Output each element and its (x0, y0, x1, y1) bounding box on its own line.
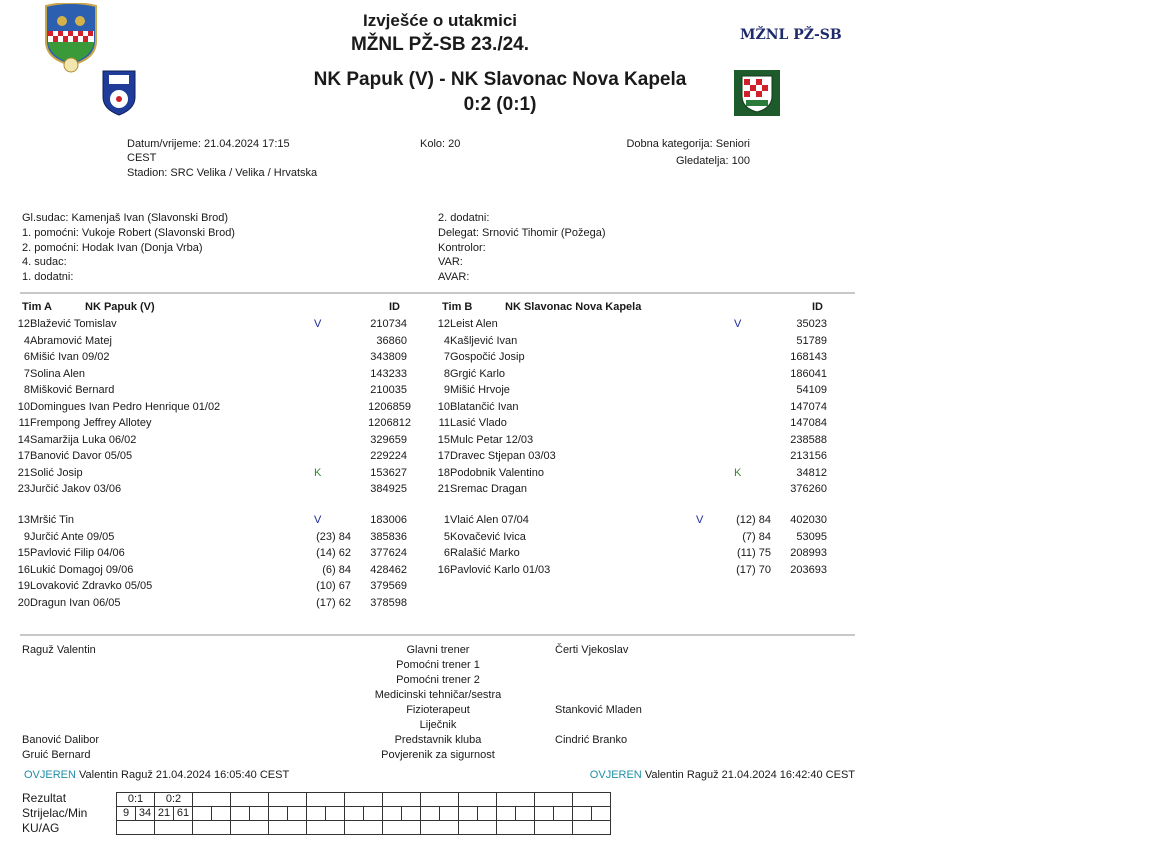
scorer-cell (326, 807, 345, 821)
player-name: Lovaković Zdravko 05/05 (30, 580, 153, 592)
player-name: Blatančić Ivan (450, 400, 519, 413)
player-id: 168143 (790, 351, 827, 363)
scorer-cell (231, 807, 250, 821)
player-number: 19 (17, 580, 30, 592)
substitution-info: (11) 75 (736, 547, 771, 559)
player-number: 6 (443, 547, 450, 559)
player-id: 238588 (790, 433, 827, 446)
substitution-info: (10) 67 (316, 580, 351, 592)
player-number: 16 (437, 563, 450, 576)
scorer-cell (383, 807, 402, 821)
player-id: 147074 (790, 400, 827, 413)
player-name: Pavlović Filip 04/06 (30, 547, 125, 559)
player-name: Lukić Domagoj 09/06 (30, 563, 134, 576)
team-b-id-header: ID (812, 301, 823, 313)
brand-label: MŽNL PŽ-SB (740, 27, 842, 43)
player-row (426, 481, 831, 497)
player-name: Podobnik Valentino (450, 466, 544, 479)
match-score: 0:2 (0:1) (463, 94, 537, 115)
round: Kolo: 20 (420, 138, 461, 150)
player-id: 402030 (790, 514, 827, 526)
staff-role: Povjerenik za sigurnost (381, 749, 495, 761)
away-team-logo (734, 70, 780, 116)
player-number: 7 (23, 367, 30, 380)
player-row (426, 316, 831, 332)
kuag-cell (497, 821, 535, 835)
player-name: Abramović Matej (30, 334, 112, 347)
kuag-cell (269, 821, 307, 835)
player-number: 11 (438, 417, 450, 429)
result-cell (345, 793, 383, 807)
verified-detail: Valentin Raguž 21.04.2024 16:42:40 CEST (644, 769, 855, 781)
result-cell (231, 793, 269, 807)
team-a-name: NK Papuk (V) (85, 301, 155, 313)
team-b-staff: Čerti Vjekoslav (555, 644, 629, 656)
substitution-info: (12) 84 (736, 514, 771, 526)
player-row (6, 349, 411, 365)
player-number: 9 (23, 530, 30, 543)
player-name: Leist Alen (450, 318, 498, 330)
player-row (6, 512, 411, 528)
player-name: Vlaić Alen 07/04 (450, 514, 529, 526)
substitution-info: (23) 84 (316, 530, 351, 543)
player-id: 428462 (370, 563, 407, 576)
scorer-cell (497, 807, 516, 821)
player-id: 229224 (370, 450, 407, 462)
official-left-line: 1. pomoćni: Vukoje Robert (Slavonski Brod) (22, 226, 235, 239)
player-row (426, 432, 831, 448)
player-name: Jurčić Jakov 03/06 (30, 483, 122, 495)
match-title: NK Papuk (V) - NK Slavonac Nova Kapela (313, 69, 687, 90)
player-number: 16 (17, 563, 30, 576)
player-id: 210734 (370, 318, 407, 330)
player-name: Jurčić Ante 09/05 (30, 530, 115, 543)
player-row (426, 512, 831, 528)
player-number: 21 (17, 466, 30, 479)
official-left-line: 1. dodatni: (22, 271, 74, 284)
player-row (6, 465, 411, 481)
player-row (6, 333, 411, 349)
player-row (6, 595, 411, 611)
player-id: 378598 (370, 596, 407, 609)
official-left-line: 4. sudac: (22, 256, 67, 269)
scorer-cell (516, 807, 535, 821)
official-left-line: 2. pomoćni: Hodak Ivan (Donja Vrba) (22, 241, 203, 254)
result-cell (497, 793, 535, 807)
player-id: 1206812 (368, 417, 411, 429)
player-number: 8 (443, 367, 450, 380)
player-number: 17 (17, 450, 30, 462)
kuag-cell (421, 821, 459, 835)
player-row (6, 432, 411, 448)
player-row (6, 415, 411, 431)
kuag-cell (535, 821, 573, 835)
player-id: 377624 (370, 547, 407, 559)
official-right-line: AVAR: (438, 271, 470, 284)
player-row (6, 562, 411, 578)
home-team-logo (101, 69, 137, 117)
verified-status: OVJEREN (589, 769, 642, 781)
player-id: 385836 (370, 530, 407, 543)
player-name: Mišić Hrvoje (450, 384, 510, 396)
player-row (426, 366, 831, 382)
player-name: Mulc Petar 12/03 (450, 433, 534, 446)
player-name: Kovačević Ivica (450, 530, 526, 543)
scorer-cell (459, 807, 478, 821)
competition-title: MŽNL PŽ-SB 23./24. (350, 34, 530, 55)
player-row (426, 382, 831, 398)
player-id: 203693 (790, 563, 827, 576)
scorer-cell: 61 (174, 807, 193, 821)
player-name: Solić Josip (30, 466, 83, 479)
verified-status: OVJEREN (24, 769, 76, 781)
age-category: Dobna kategorija: Seniori (626, 138, 750, 150)
scorer-cell: 21 (155, 807, 174, 821)
staff-role: Liječnik (419, 719, 457, 731)
player-id: 1206859 (368, 400, 411, 413)
kuag-cell (459, 821, 497, 835)
divider (20, 634, 855, 636)
player-number: 10 (437, 400, 450, 413)
player-id: 208993 (790, 547, 827, 559)
scorer-cell (307, 807, 326, 821)
player-number: 5 (443, 530, 450, 543)
result-cell (269, 793, 307, 807)
staff-role: Fizioterapeut (406, 704, 470, 716)
result-cell (307, 793, 345, 807)
player-row (6, 481, 411, 497)
player-row (6, 448, 411, 464)
player-id: 143233 (370, 367, 407, 380)
player-row (426, 415, 831, 431)
player-id: 376260 (790, 483, 827, 495)
player-row (426, 562, 831, 578)
player-number: 21 (437, 483, 450, 495)
kuag-cell (193, 821, 231, 835)
player-id: 183006 (370, 514, 407, 526)
player-name: Kašljević Ivan (450, 334, 518, 347)
substitution-info: (7) 84 (742, 530, 771, 543)
player-name: Dravec Stjepan 03/03 (450, 450, 556, 462)
player-name: Domingues Ivan Pedro Henrique 01/02 (30, 400, 221, 413)
scorer-cell (573, 807, 592, 821)
player-id: 53095 (796, 530, 827, 543)
league-logo (42, 3, 100, 73)
player-name: Mršić Tin (30, 514, 74, 526)
match-timezone: CEST (127, 152, 157, 164)
player-id: 54109 (796, 384, 827, 396)
captain-marker: V (314, 318, 322, 330)
scorer-cell: 9 (117, 807, 136, 821)
official-right-line: 2. dodatni: (438, 212, 490, 224)
captain-marker: V (734, 318, 742, 330)
official-right-line: Delegat: Srnović Tihomir (Požega) (438, 226, 606, 239)
player-number: 4 (23, 334, 30, 347)
player-row (426, 448, 831, 464)
player-row (426, 529, 831, 545)
player-name: Dragun Ivan 06/05 (30, 596, 121, 609)
player-row (426, 349, 831, 365)
player-number: 9 (443, 384, 450, 396)
result-cell (421, 793, 459, 807)
scorer-cell (193, 807, 212, 821)
player-id: 147084 (790, 417, 827, 429)
verification-right (560, 767, 855, 783)
player-number: 15 (437, 433, 450, 446)
captain-marker: V (314, 514, 322, 526)
player-number: 14 (17, 433, 30, 446)
player-name: Lasić Vlado (450, 417, 507, 429)
kuag-cell (231, 821, 269, 835)
spectators: Gledatelja: 100 (676, 155, 750, 167)
player-name: Samaržija Luka 06/02 (30, 433, 137, 446)
kuag-cell (573, 821, 611, 835)
result-cell (459, 793, 497, 807)
keeper-marker: K (314, 466, 322, 479)
team-a-staff: Banović Dalibor (22, 734, 100, 746)
staff-role: Predstavnik kluba (394, 734, 482, 746)
scorer-cell (364, 807, 383, 821)
player-number: 11 (18, 417, 30, 429)
player-number: 7 (443, 351, 450, 363)
team-b-staff: Cindrić Branko (555, 734, 628, 746)
captain-marker: V (696, 514, 704, 526)
official-left-line: Gl.sudac: Kamenjaš Ivan (Slavonski Brod) (22, 212, 229, 224)
kuag-row-label: KU/AG (22, 821, 60, 835)
player-id: 51789 (796, 334, 827, 347)
scorer-cell (535, 807, 554, 821)
player-number: 8 (23, 384, 30, 396)
staff-role: Medicinski tehničar/sestra (374, 689, 502, 701)
player-name: Mišković Bernard (30, 384, 115, 396)
result-row-label: Rezultat (22, 791, 67, 805)
player-id: 343809 (370, 351, 407, 363)
kuag-cell (345, 821, 383, 835)
staff-role: Pomoćni trener 2 (396, 674, 480, 686)
player-row (6, 399, 411, 415)
player-row (426, 545, 831, 561)
team-a-staff: Gruić Bernard (22, 749, 91, 761)
player-row (6, 529, 411, 545)
report-title: Izvješće o utakmici (362, 11, 518, 30)
player-name: Grgić Karlo (450, 367, 506, 380)
substitution-info: (17) 70 (736, 563, 771, 576)
player-row (426, 399, 831, 415)
player-row (6, 316, 411, 332)
player-number: 4 (443, 334, 450, 347)
divider (20, 292, 855, 294)
team-a-staff: Raguž Valentin (22, 644, 96, 656)
player-row (6, 545, 411, 561)
result-cell (535, 793, 573, 807)
player-name: Ralašić Marko (450, 547, 520, 559)
player-number: 18 (437, 466, 450, 479)
scorer-cell (554, 807, 573, 821)
player-name: Sremac Dragan (450, 483, 528, 495)
scorer-cell (421, 807, 440, 821)
player-row (426, 333, 831, 349)
player-name: Gospočić Josip (450, 351, 525, 363)
player-name: Mišić Ivan 09/02 (30, 351, 110, 363)
player-number: 23 (17, 483, 30, 495)
player-id: 153627 (370, 466, 407, 479)
stadium: Stadion: SRC Velika / Velika / Hrvatska (127, 167, 318, 179)
team-a-label: Tim A (22, 301, 52, 313)
scorer-cell (592, 807, 611, 821)
result-cell (383, 793, 421, 807)
official-right-line: VAR: (438, 256, 463, 269)
scorer-row-label: Strijelac/Min (22, 806, 88, 820)
player-number: 13 (17, 514, 30, 526)
result-cell (573, 793, 611, 807)
player-number: 17 (437, 450, 450, 462)
official-right-line: Kontrolor: (438, 241, 486, 254)
scorer-cell (345, 807, 364, 821)
staff-role: Pomoćni trener 1 (396, 659, 480, 671)
result-cell: 0:2 (155, 793, 193, 807)
result-cell: 0:1 (117, 793, 155, 807)
substitution-info: (17) 62 (316, 596, 351, 609)
staff-role: Glavni trener (406, 644, 470, 656)
player-row (6, 578, 411, 594)
kuag-cell (155, 821, 193, 835)
player-name: Solina Alen (30, 367, 86, 380)
substitution-info: (6) 84 (322, 563, 351, 576)
player-row (6, 382, 411, 398)
scorer-cell (440, 807, 459, 821)
verified-detail: Valentin Raguž 21.04.2024 16:05:40 CEST (79, 769, 290, 781)
kuag-cell (307, 821, 345, 835)
player-id: 186041 (790, 367, 827, 380)
match-datetime: Datum/vrijeme: 21.04.2024 17:15 (127, 138, 290, 150)
substitution-info: (14) 62 (316, 547, 351, 559)
player-name: Banović Davor 05/05 (30, 450, 133, 462)
player-number: 1 (443, 514, 450, 526)
scorer-cell (288, 807, 307, 821)
player-id: 329659 (370, 433, 407, 446)
player-number: 15 (17, 547, 30, 559)
player-number: 10 (17, 400, 30, 413)
score-table (116, 792, 611, 835)
player-name: Frempong Jeffrey Allotey (30, 417, 152, 429)
scorer-cell (250, 807, 269, 821)
verification-left (24, 767, 289, 783)
kuag-cell (117, 821, 155, 835)
team-b-label: Tim B (442, 301, 473, 313)
player-id: 210035 (370, 384, 407, 396)
player-id: 213156 (790, 450, 827, 462)
player-id: 384925 (370, 483, 407, 495)
player-number: 12 (437, 318, 450, 330)
team-a-id-header: ID (389, 301, 400, 313)
team-b-staff: Stanković Mladen (555, 704, 642, 716)
player-number: 20 (17, 596, 30, 609)
scorer-cell (478, 807, 497, 821)
player-row (6, 366, 411, 382)
player-number: 12 (17, 318, 30, 330)
scorer-cell: 34 (136, 807, 155, 821)
player-id: 36860 (376, 334, 407, 347)
kuag-cell (383, 821, 421, 835)
player-row (426, 465, 831, 481)
player-number: 6 (23, 351, 30, 363)
result-cell (193, 793, 231, 807)
scorer-cell (212, 807, 231, 821)
scorer-cell (269, 807, 288, 821)
player-id: 34812 (796, 466, 827, 479)
scorer-cell (402, 807, 421, 821)
player-name: Pavlović Karlo 01/03 (450, 563, 551, 576)
team-b-name: NK Slavonac Nova Kapela (505, 301, 642, 313)
player-name: Blažević Tomislav (30, 318, 117, 330)
player-id: 35023 (796, 318, 827, 330)
player-id: 379569 (370, 580, 407, 592)
keeper-marker: K (734, 466, 742, 479)
